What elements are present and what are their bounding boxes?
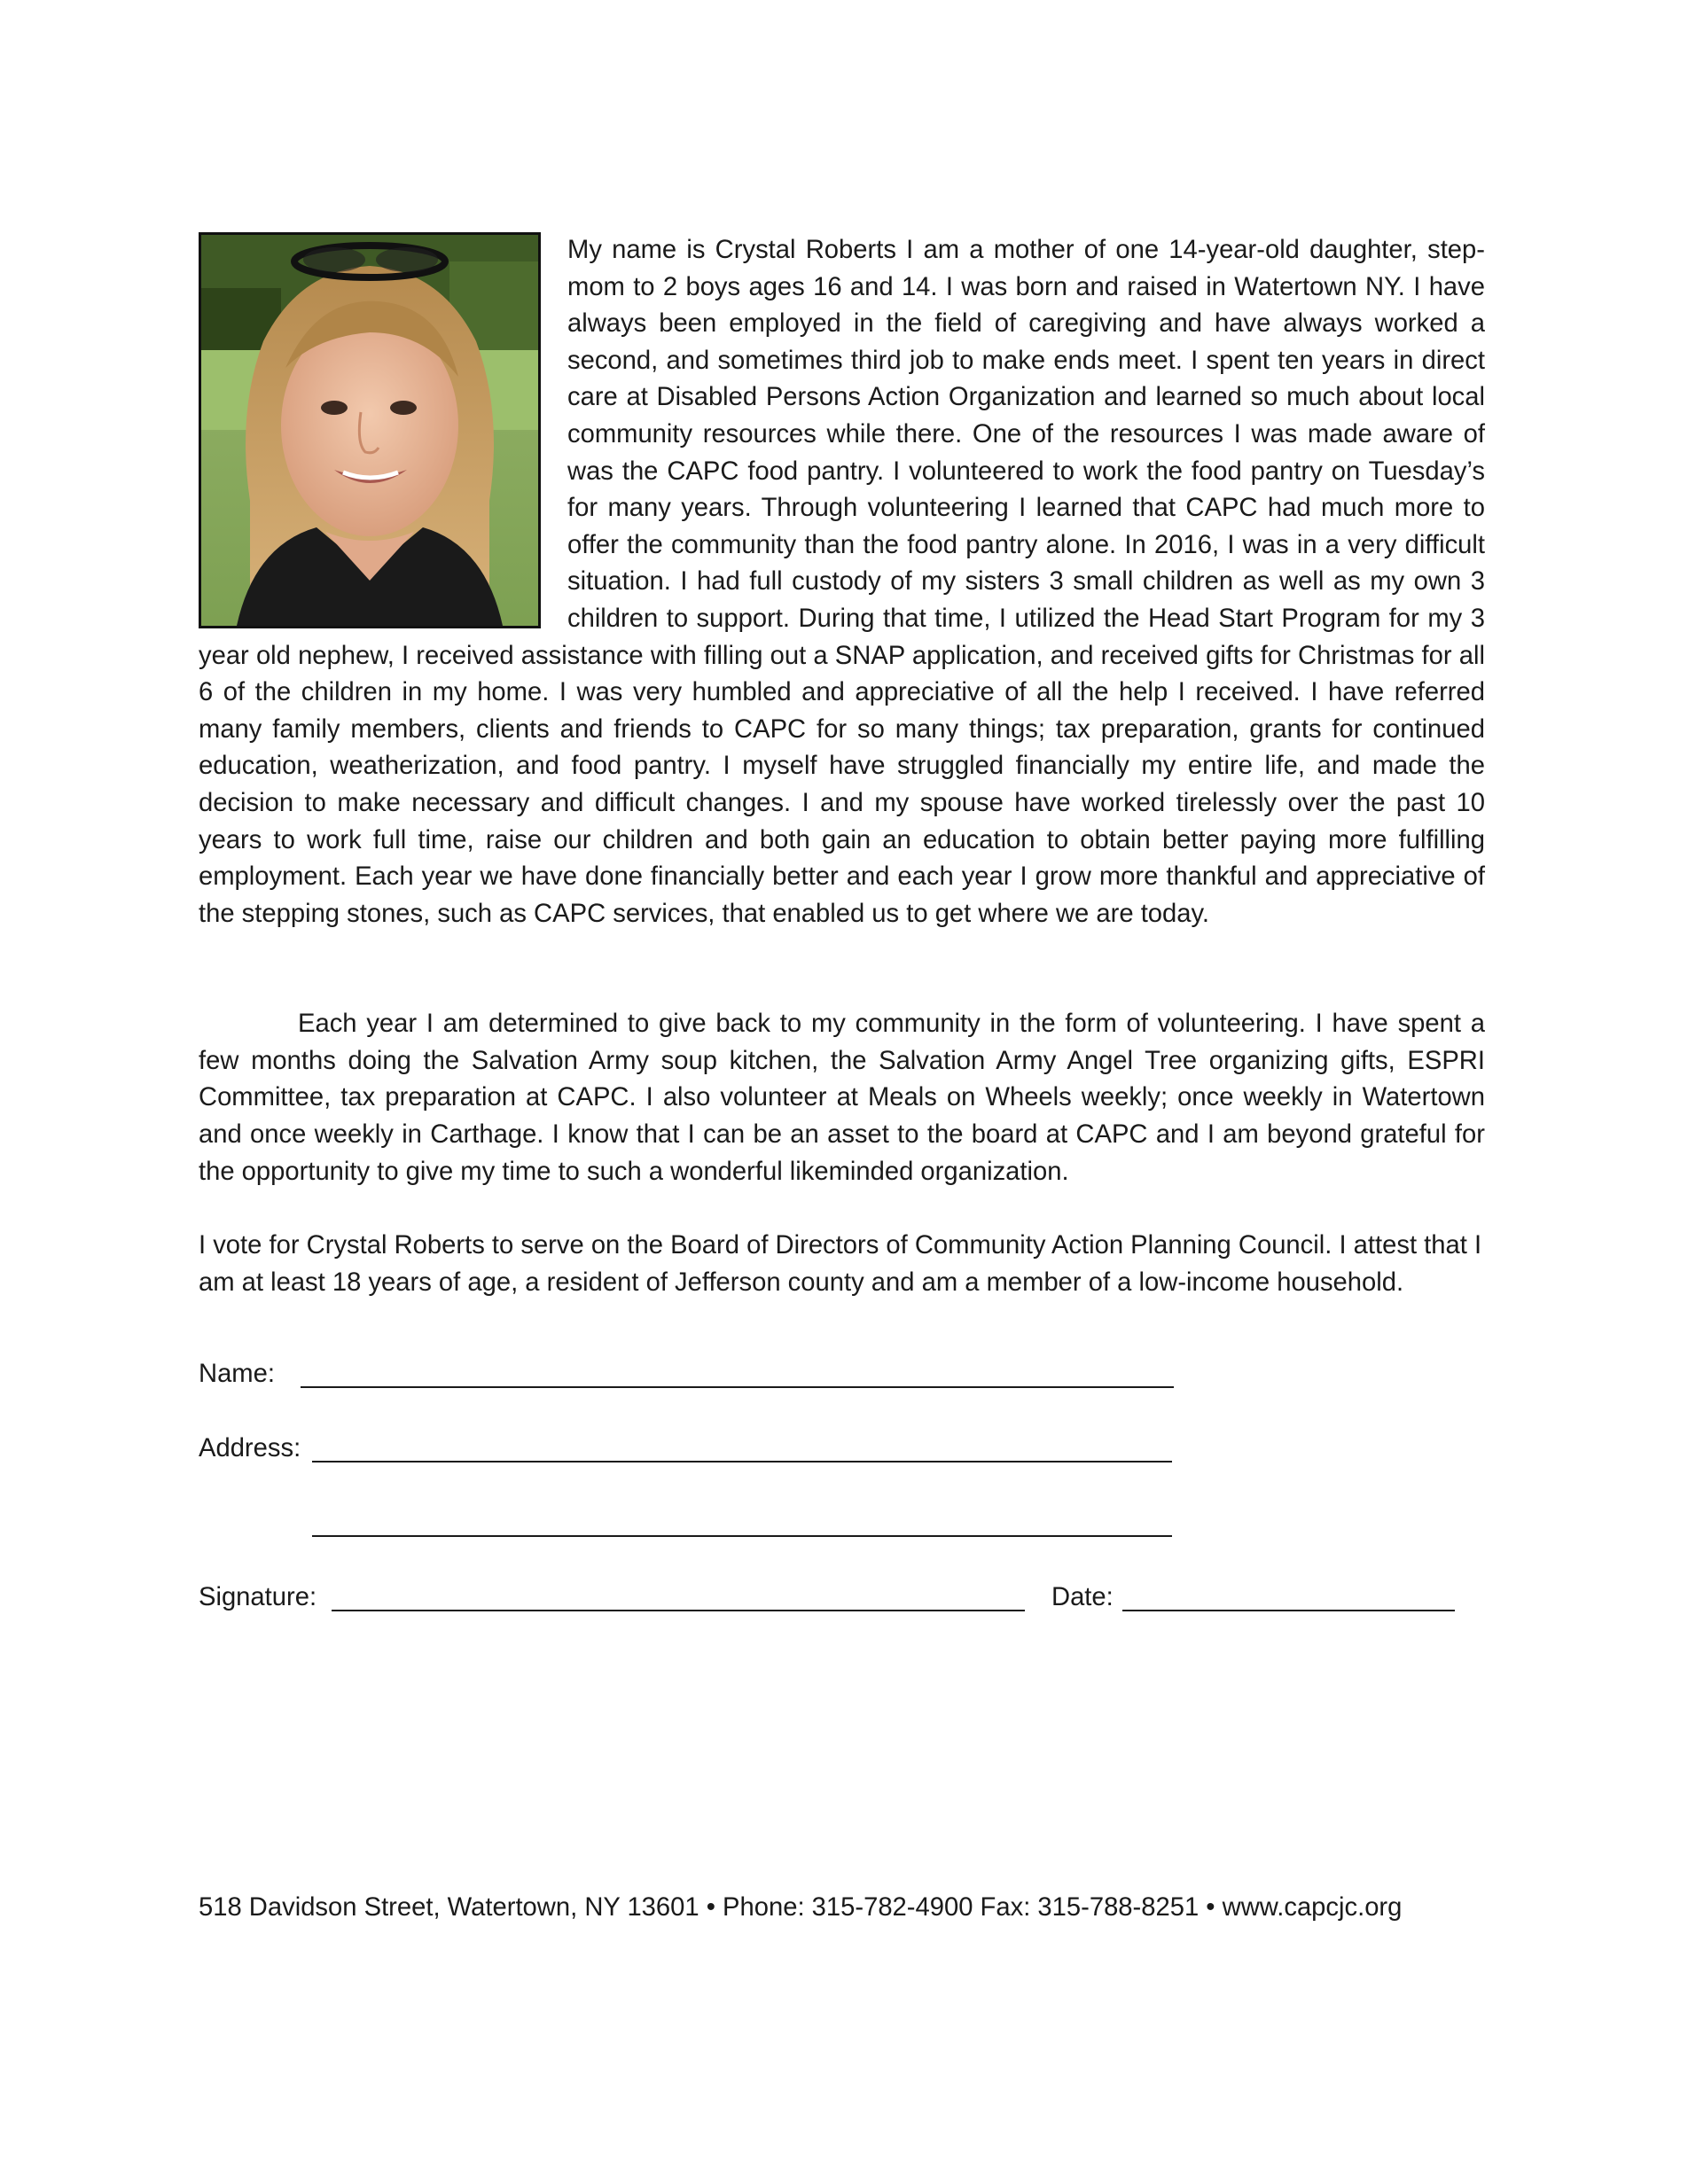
signature-field[interactable] [332, 1610, 1025, 1611]
candidate-photo [199, 232, 541, 628]
signature-row [199, 1580, 1485, 1617]
address-row-2 [199, 1505, 1485, 1542]
date-label: Date: [1051, 1583, 1114, 1612]
name-field[interactable] [301, 1386, 1174, 1388]
name-row [199, 1356, 1485, 1393]
footer-phone: Phone: 315-782-4900 Fax: 315-788-8251 [723, 1893, 1200, 1922]
address-row [199, 1431, 1485, 1468]
footer-bullet-2: • [1206, 1893, 1215, 1922]
date-field[interactable] [1122, 1610, 1455, 1611]
ballot-form [199, 1356, 1485, 1617]
address-field-line-2[interactable] [312, 1535, 1172, 1537]
footer-website[interactable]: www.capcjc.org [1222, 1893, 1403, 1922]
address-field[interactable] [312, 1461, 1172, 1462]
portrait-photo-icon [201, 235, 538, 626]
volunteer-paragraph: Each year I am determined to give back to my community in the form of volunteering. I have spent a few months doing the Salvation Army soup kitchen, the Salvation Army Angel Tree organizing gifts, ESPRI Committee, tax preparation at CAPC. I also volunteer at Meals on Wheels weekly; once weekly in Watertown and once weekly in Carthage. I know that I can be an asset to the board at CAPC and I am beyond grateful for the opportunity to give my time to such a wonderful likeminded organization. [199, 1010, 1485, 1186]
vote-statement: I vote for Crystal Roberts to serve on the Board of Directors of Community Action Planning Council. I attest that I am at least 18 years of age, a resident of Jefferson county and am a member of a low-income household. [199, 1231, 1482, 1297]
footer [199, 1889, 1485, 1926]
footer-bullet-1: • [706, 1893, 715, 1922]
footer-address: 518 Davidson Street, Watertown, NY 13601 [199, 1893, 699, 1922]
name-label: Name: [199, 1360, 275, 1389]
ballot-content [199, 232, 1485, 1654]
signature-label: Signature: [199, 1583, 317, 1612]
bio-paragraph: My name is Crystal Roberts I am a mother of one 14-year-old daughter, step-mom to 2 boys ages 16 and 14. I was born and raised in Watertown NY. I have always been employed in the field of caregiving and have always worked a second, and sometimes third job to make ends meet. I spent ten years in direct care at Disabled Persons Action Organization and learned so much about local community resources while there. One of the resources I was made aware of was the CAPC food pantry. I volunteered to work the food pantry on Tuesday’s for many years. Through volunteering I learned that CAPC had much more to offer the community than the food pantry alone. In 2016, I was in a very difficult situation. I had full custody of my sisters 3 small children as well as my own 3 children to support. During that time, I utilized the Head Start Program for my 3 year old nephew, I received assistance with filling out a SNAP application, and received gifts for Christmas for all 6 of the children in my home. I was very humbled and appreciative of all the help I received. I have referred many family members, clients and friends to CAPC for so many things; tax preparation, grants for continued education, weatherization, and food pantry. I myself have struggled financially my entire life, and made the decision to make necessary and difficult changes. I and my spouse have worked tirelessly over the past 10 years to work full time, raise our children and both gain an education to obtain better paying more fulfilling employment. Each year we have done financially better and each year I grow more thankful and appreciative of the stepping stones, such as CAPC services, that enabled us to get where we are today. [199, 236, 1485, 928]
address-label: Address: [199, 1434, 301, 1463]
